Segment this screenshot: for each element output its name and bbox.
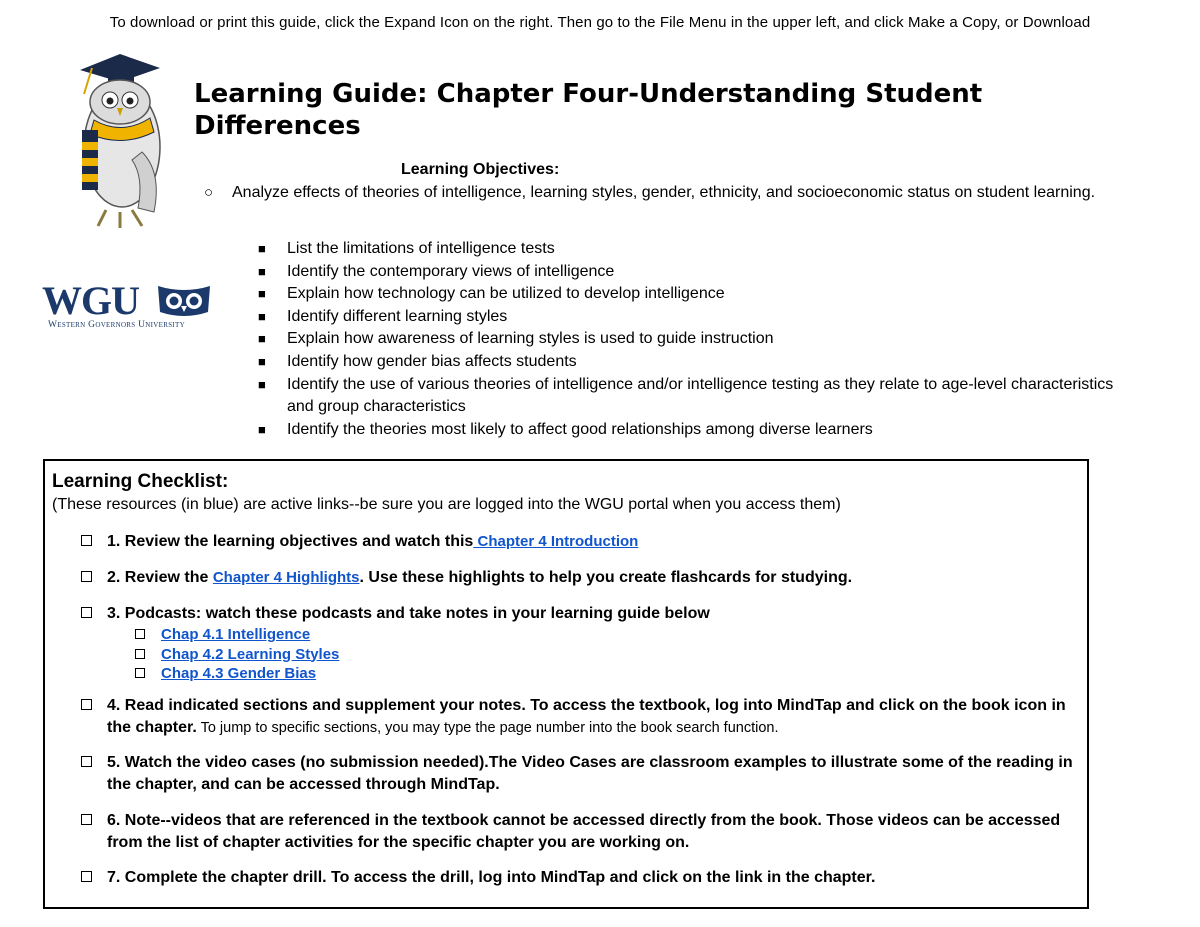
task-6	[81, 810, 1081, 854]
list-item-text: Identify the use of various theories of intelligence and/or intelligence testing as they relate to age-level characteristics and group characteristics	[287, 375, 1114, 416]
list-item-text: Identify how gender bias affects students	[287, 352, 577, 370]
task-1	[81, 531, 1081, 553]
task-4-text: 4. Read indicated sections and supplement your notes. To access the textbook, log into MindTap and click on the book icon in the chapter.	[107, 697, 1066, 736]
checkbox[interactable]	[81, 535, 92, 546]
objective-list	[258, 238, 1138, 441]
square-bullet-icon: ■	[258, 308, 266, 324]
checkbox[interactable]	[135, 629, 145, 639]
circle-bullet-icon: ○	[204, 184, 214, 201]
learning-checklist	[43, 459, 1089, 909]
task-3-text: 3. Podcasts: watch these podcasts and take notes in your learning guide below	[107, 605, 710, 622]
checkbox[interactable]	[81, 756, 92, 767]
objectives-heading: Learning Objectives:	[401, 161, 560, 178]
list-item	[258, 351, 1138, 374]
task-6-text: 6. Note--videos that are referenced in the textbook cannot be accessed directly from the book. Those videos can be accessed from the list of chapter activities for the specific chapter you are working on.	[107, 812, 1061, 851]
task-2	[81, 567, 1081, 589]
list-item-text: Identify the theories most likely to affect good relationships among diverse learners	[287, 420, 873, 438]
list-item	[258, 306, 1138, 329]
checkbox[interactable]	[81, 607, 92, 618]
list-item	[258, 261, 1138, 284]
list-item-text: Identify different learning styles	[287, 307, 508, 325]
wgu-subtitle: Western Governors University	[48, 320, 185, 330]
list-item	[258, 374, 1138, 419]
chap-4-2-learning-styles-link[interactable]: Chap 4.2 Learning Styles	[161, 645, 340, 663]
checkbox[interactable]	[81, 699, 92, 710]
list-item-text: Identify the contemporary views of intelligence	[287, 262, 615, 280]
list-item-text: List the limitations of intelligence tests	[287, 240, 555, 257]
chapter-4-highlights-link[interactable]: Chapter 4 Highlights	[212, 569, 360, 586]
checkbox[interactable]	[135, 649, 145, 659]
checklist-title: Learning Checklist:	[52, 471, 229, 492]
chapter-4-introduction-link[interactable]: Chapter 4 Introduction	[473, 533, 639, 550]
objective-main-text: Analyze effects of theories of intelligence, learning styles, gender, ethnicity, and socioeconomic status on student learning.	[232, 184, 1096, 201]
task-2-text-pre: 2. Review the	[107, 569, 213, 586]
download-instructions: To download or print this guide, click the Expand Icon on the right. Then go to the File Menu in the upper left, and click Make a Copy, or Download	[109, 14, 1091, 31]
checkbox[interactable]	[81, 814, 92, 825]
list-item	[258, 328, 1138, 351]
square-bullet-icon: ■	[258, 241, 266, 256]
square-bullet-icon: ■	[258, 353, 266, 369]
podcast-item	[135, 625, 339, 645]
checkbox[interactable]	[81, 571, 92, 582]
podcast-item	[135, 645, 339, 665]
owl-logo-icon	[154, 284, 214, 318]
square-bullet-icon: ■	[258, 286, 266, 302]
owl-mascot-image	[62, 52, 180, 232]
list-item-text: Explain how technology can be utilized to develop intelligence	[287, 285, 725, 303]
list-item	[258, 283, 1138, 306]
objective-main	[204, 181, 1154, 204]
square-bullet-icon: ■	[258, 263, 266, 279]
task-7-text: 7. Complete the chapter drill. To access the drill, log into MindTap and click on the link in the chapter.	[107, 869, 876, 886]
checkbox[interactable]	[135, 668, 145, 678]
task-5	[81, 752, 1081, 796]
task-3	[81, 603, 1081, 625]
list-item-text: Explain how awareness of learning styles is used to guide instruction	[287, 330, 774, 348]
square-bullet-icon: ■	[258, 376, 266, 392]
list-item	[258, 419, 1138, 442]
task-1-text: 1. Review the learning objectives and watch this	[107, 533, 474, 550]
podcast-list	[135, 625, 339, 684]
wgu-wordmark: WGU	[42, 278, 139, 323]
wgu-logo	[42, 278, 214, 334]
task-7	[81, 867, 1081, 889]
square-bullet-icon: ■	[258, 421, 266, 437]
checkbox[interactable]	[81, 871, 92, 882]
square-bullet-icon: ■	[258, 331, 266, 347]
chap-4-3-gender-bias-link[interactable]: Chap 4.3 Gender Bias	[161, 665, 317, 682]
task-4-note: To jump to specific sections, you may type the page number into the book search function.	[196, 720, 779, 736]
list-item	[258, 238, 1138, 261]
task-4	[81, 695, 1081, 739]
podcast-item	[135, 664, 339, 684]
task-5-text: 5. Watch the video cases (no submission needed).The Video Cases are classroom examples to illustrate some of the reading in the chapter, and can be accessed through MindTap.	[107, 754, 1073, 793]
checklist-subtitle: (These resources (in blue) are active links--be sure you are logged into the WGU portal when you access them)	[52, 496, 841, 513]
chap-4-1-intelligence-link[interactable]: Chap 4.1 Intelligence	[161, 626, 311, 643]
page-title: Learning Guide: Chapter Four-Understanding Student Differences	[194, 79, 983, 141]
task-2-text-post: . Use these highlights to help you create flashcards for studying.	[359, 569, 853, 586]
